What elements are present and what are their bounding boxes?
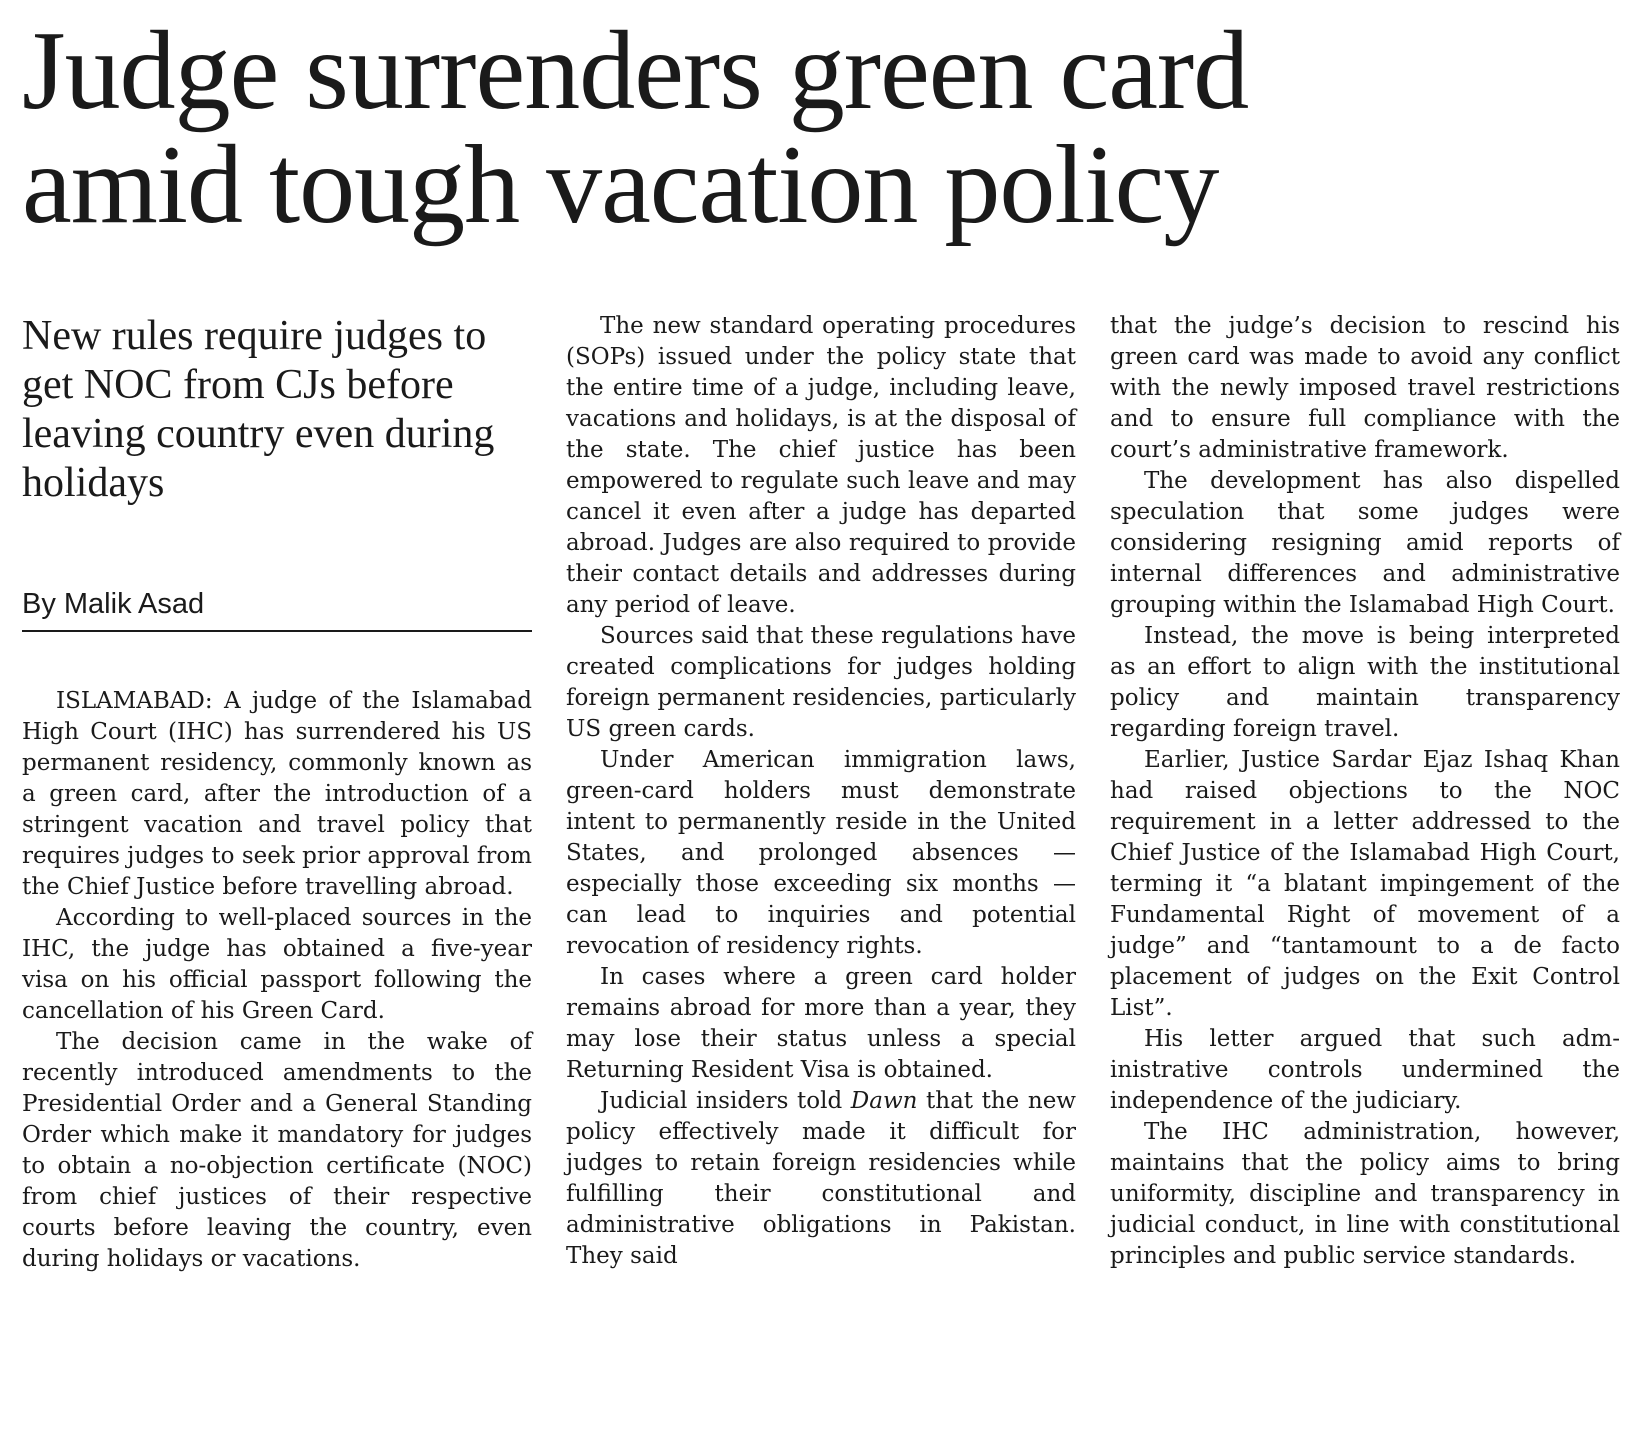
text-run: that the new policy effectively made it difficult for judges to retain foreign residencies while fulfilling their constitutional and administrative obligations in Pakistan. They said	[566, 1088, 1076, 1269]
column-2	[566, 311, 1076, 1272]
headline-line-2: amid tough vacation policy	[22, 123, 1219, 247]
deck: New rules require judges to get NOC from CJs before leaving country even during holidays	[22, 313, 495, 506]
publication-name: Dawn	[850, 1088, 918, 1114]
paragraph: His letter argued that such administrative controls undermined the independence of the judiciary.	[1110, 1026, 1620, 1114]
byline: By Malik Asad	[22, 586, 532, 632]
paragraph: In cases where a green card holder remains abroad for more than a year, they may lose their status unless a special Returning Resident Visa is obtained.	[566, 964, 1076, 1083]
paragraph: The decision came in the wake of recently introduced amendments to the Presidential Order and a General Standing Order which make it mandatory for judges to obtain a no-objection certificate (NOC) from chief justices of their respective courts before leaving the country, even during holidays or vacations.	[22, 1029, 532, 1272]
column-1	[22, 686, 532, 1275]
column-3	[1110, 311, 1620, 1272]
text-run: Judicial insiders told	[600, 1088, 851, 1114]
paragraph: ISLAMABAD: A judge of the Islamabad High Court (IHC) has surrendered his US permanent residency, commonly known as a green card, after the introduction of a stringent vacation and travel policy that requires judges to seek prior approval from the Chief Justice before travelling abroad.	[22, 688, 532, 900]
paragraph	[566, 1086, 1076, 1272]
paragraph-continued: that the judge’s decision to rescind his green card was made to avoid any conflict with the newly imposed travel restrictions and to ensure full compliance with the court’s administrative framework.	[1110, 313, 1620, 463]
paragraph: The development has also dispelled speculation that some judges were considering resigning amid reports of internal differences and administrative grouping within the Islamabad High Court.	[1110, 468, 1620, 618]
paragraph: The IHC administration, however, maintains that the policy aims to bring uniformity, discipline and transparency in judicial conduct, in line with constitutional principles and public service standards.	[1110, 1119, 1620, 1269]
paragraph: According to well-placed sources in the IHC, the judge has obtained a five-year visa on his official passport following the cancellation of his Green Card.	[22, 905, 532, 1024]
paragraph: Sources said that these regulations have created complications for judges holding foreign permanent residencies, particularly US green cards.	[566, 623, 1076, 742]
paragraph: Instead, the move is being interpreted as an effort to align with the institutional policy and maintain transparency regarding foreign travel.	[1110, 623, 1620, 742]
paragraph: Under American immigration laws, green-card holders must demonstrate intent to permanently reside in the United States, and prolonged absences — especially those exceeding six months — can lead to inquiries and potential revocation of residency rights.	[566, 747, 1076, 959]
paragraph: Earlier, Justice Sardar Ejaz Ishaq Khan had raised objections to the NOC requirement in a letter addressed to the Chief Justice of the Islamabad High Court, terming it “a blatant impingement of the Fundamental Right of movement of a judge” and “tantamount to a de facto placement of judges on the Exit Control List”.	[1110, 747, 1620, 1021]
paragraph: The new standard operating procedures (SOPs) issued under the policy state that the entire time of a judge, including leave, vacations and holidays, is at the disposal of the state. The chief justice has been empowered to regulate such leave and may cancel it even after a judge has departed abroad. Judges are also required to provide their contact details and addresses during any period of leave.	[566, 313, 1076, 618]
headline	[22, 9, 1622, 247]
headline-line-1: Judge surrenders green card	[22, 9, 1249, 133]
